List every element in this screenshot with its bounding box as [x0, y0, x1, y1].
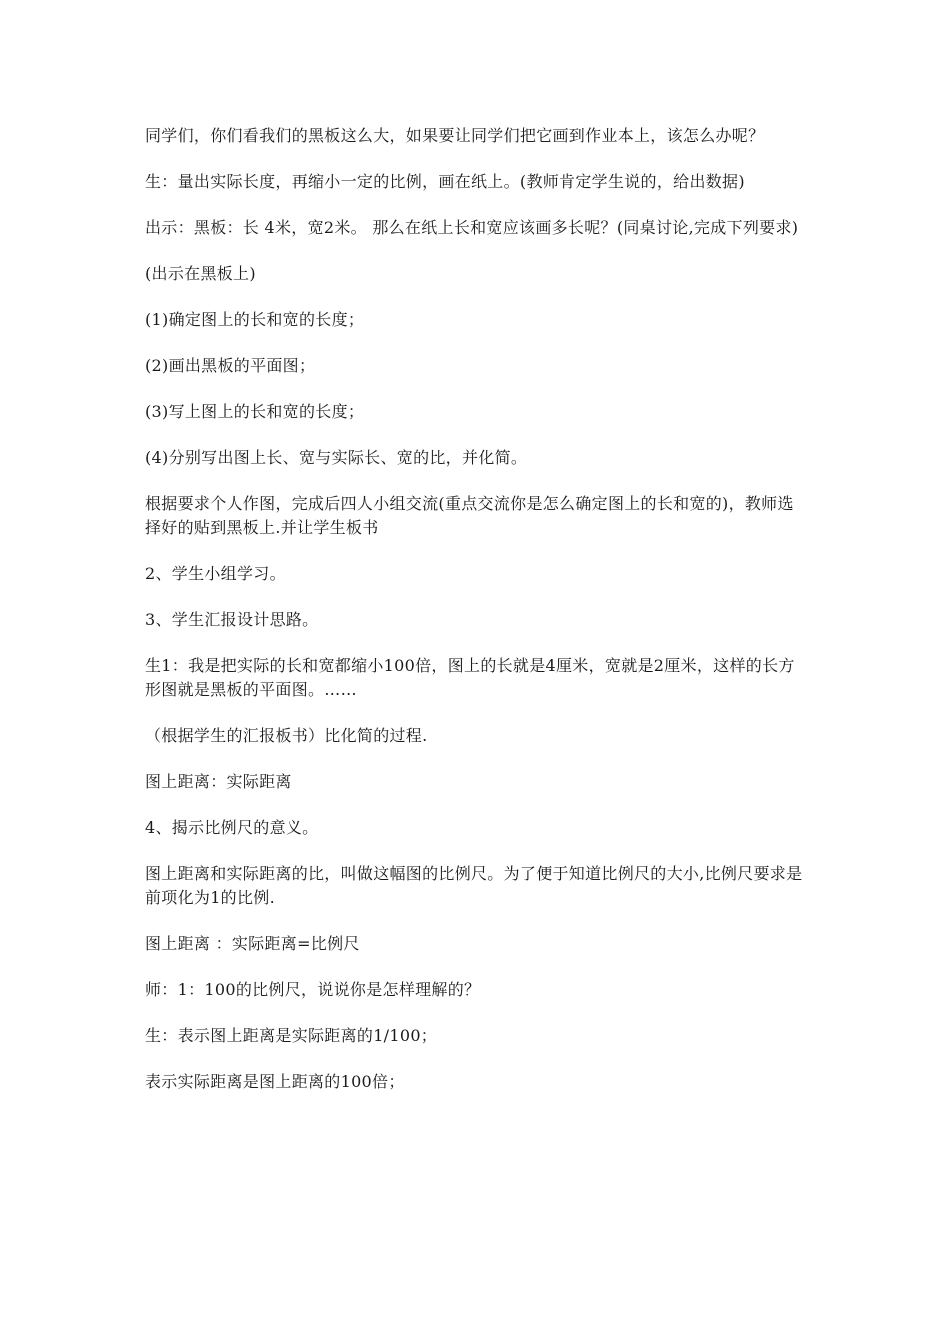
- paragraph-12: 生1：我是把实际的长和宽都缩小100倍，图上的长就是4厘米，宽就是2厘米，这样的长方形图就是黑板的平面图。……: [145, 656, 795, 699]
- paragraph-8: (4)分别写出图上长、宽与实际长、宽的比，并化简。: [145, 448, 528, 467]
- paragraph-1: 同学们，你们看我们的黑板这么大，如果要让同学们把它画到作业本上，该怎么办呢？: [145, 126, 765, 145]
- paragraph-6: (2)画出黑板的平面图；: [145, 356, 316, 375]
- paragraph-10: 2、学生小组学习。: [145, 564, 286, 583]
- paragraph-5: (1)确定图上的长和宽的长度；: [145, 310, 365, 329]
- paragraph-9: 根据要求个人作图，完成后四人小组交流(重点交流你是怎么确定图上的长和宽的)，教师选择好的贴到黑板上.并让学生板书: [145, 494, 794, 537]
- document-page: [145, 124, 810, 1116]
- paragraph-15: 4、揭示比例尺的意义。: [145, 818, 319, 837]
- paragraph-7: (3)写上图上的长和宽的长度；: [145, 402, 365, 421]
- paragraph-17: 图上距离 ：实际距离=比例尺: [145, 934, 360, 953]
- paragraph-20: 表示实际距离是图上距离的100倍；: [145, 1072, 405, 1091]
- paragraph-11: 3、学生汇报设计思路。: [145, 610, 319, 629]
- paragraph-2: 生：量出实际长度，再缩小一定的比例，画在纸上。(教师肯定学生说的，给出数据): [145, 172, 745, 191]
- paragraph-4: (出示在黑板上): [145, 264, 256, 283]
- paragraph-13: （根据学生的汇报板书）比化简的过程.: [145, 726, 428, 745]
- paragraph-18: 师：1：100的比例尺，说说你是怎样理解的？: [145, 980, 481, 999]
- paragraph-3: 出示：黑板：长 4米，宽2米。 那么在纸上长和宽应该画多长呢？(同桌讨论,完成下列要求): [145, 218, 799, 237]
- paragraph-16: 图上距离和实际距离的比，叫做这幅图的比例尺。为了便于知道比例尺的大小,比例尺要求是前项化为1的比例.: [145, 864, 803, 907]
- paragraph-19: 生：表示图上距离是实际距离的1/100；: [145, 1026, 438, 1045]
- paragraph-14: 图上距离：实际距离: [145, 772, 292, 791]
